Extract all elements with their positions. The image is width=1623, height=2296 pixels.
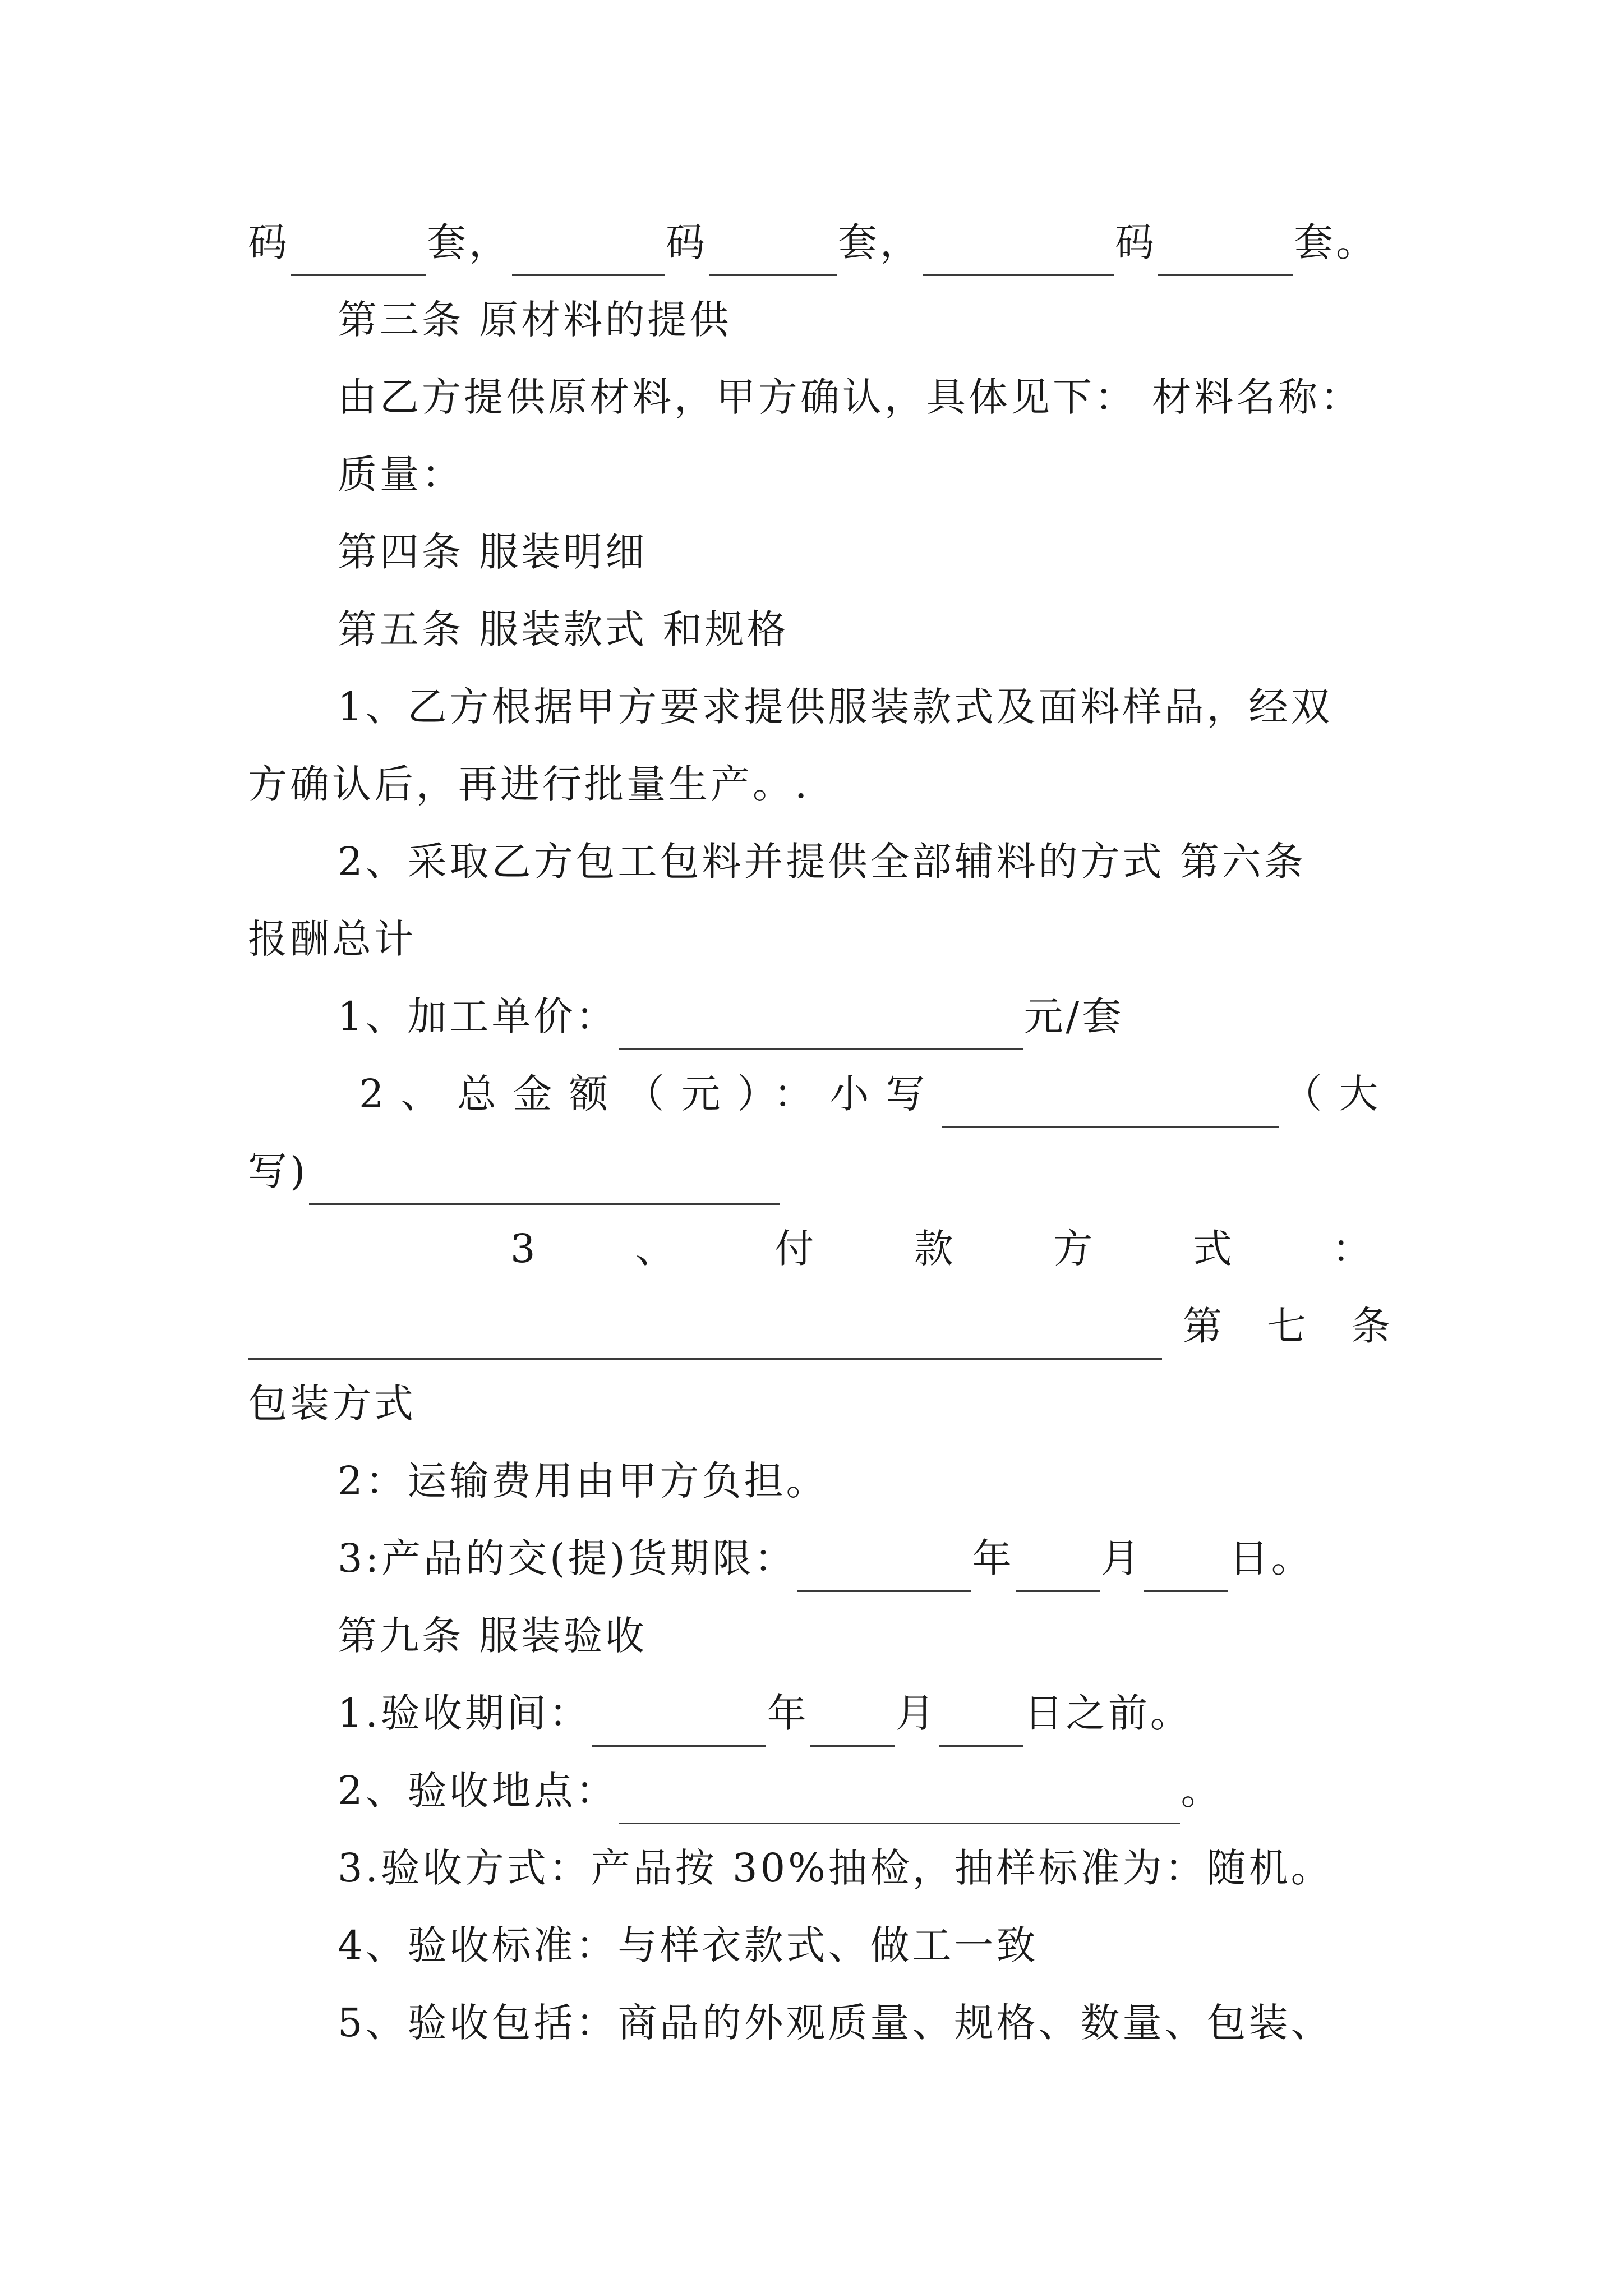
payment-method-blank-line	[248, 1292, 1392, 1360]
blank-field[interactable]	[942, 1079, 1279, 1128]
text: 套，	[838, 219, 922, 265]
text: 2、验收地点：	[338, 1768, 618, 1814]
section-7-heading	[1163, 1292, 1393, 1360]
section-heading: 第四条 服装明细	[338, 529, 648, 575]
blank-field[interactable]	[797, 1543, 971, 1592]
text: 写)	[248, 1148, 308, 1194]
text: 年	[972, 1535, 1015, 1581]
blank-field[interactable]	[512, 227, 665, 276]
paragraph: 由乙方提供原材料，甲方确认，具体见下： 材料名称：	[338, 374, 1363, 420]
delivery-period-line	[338, 1525, 1392, 1592]
size-quantity-line	[248, 209, 1392, 276]
paragraph: 1、乙方根据甲方要求提供服装款式及面料样品，经双	[338, 684, 1333, 730]
blank-field[interactable]	[709, 227, 837, 276]
text: 月	[895, 1690, 938, 1736]
section-heading: 包装方式	[248, 1381, 416, 1427]
text: 条	[1351, 1303, 1393, 1349]
text: 3	[510, 1226, 538, 1272]
text: （大	[1283, 1071, 1395, 1117]
blank-field[interactable]	[923, 227, 1114, 276]
unit-price-line	[338, 983, 1392, 1050]
text: 元/套	[1023, 993, 1124, 1039]
paragraph: 3.验收方式：产品按 30%抽检，抽样标准为：随机。	[338, 1845, 1333, 1891]
text: 3:产品的交(提)货期限：	[338, 1535, 796, 1581]
text: 1.验收期间：	[338, 1690, 591, 1736]
text: 付	[774, 1226, 817, 1272]
blank-field[interactable]	[1016, 1543, 1100, 1592]
section-heading: 第九条 服装验收	[338, 1613, 648, 1659]
text: 日之前。	[1023, 1690, 1192, 1736]
paragraph: 质量：	[338, 452, 464, 498]
paragraph: 2：运输费用由甲方负担。	[338, 1458, 828, 1504]
total-amount-line	[359, 1060, 1395, 1128]
blank-field[interactable]	[291, 227, 426, 276]
text: 。	[1181, 1768, 1223, 1814]
text: 套，	[427, 219, 511, 265]
payment-method-line	[510, 1215, 1374, 1282]
text: ：	[1331, 1226, 1374, 1272]
text: 七	[1267, 1303, 1309, 1349]
blank-field[interactable]	[1158, 227, 1293, 276]
blank-field[interactable]	[248, 1311, 1162, 1360]
paragraph: 5、验收包括：商品的外观质量、规格、数量、包装、	[338, 2000, 1333, 2046]
inspection-period-line	[338, 1680, 1392, 1747]
total-amount-line-cont	[248, 1138, 1392, 1205]
blank-field[interactable]	[619, 1775, 1180, 1824]
blank-field[interactable]	[619, 1001, 1023, 1050]
blank-field[interactable]	[810, 1698, 895, 1747]
text: 月	[1100, 1535, 1143, 1581]
section-heading: 第五条 服装款式 和规格	[338, 606, 789, 652]
blank-field[interactable]	[1144, 1543, 1228, 1592]
text: 日。	[1229, 1535, 1313, 1581]
text: 、	[635, 1226, 677, 1272]
text: 第	[1183, 1303, 1225, 1349]
blank-field[interactable]	[309, 1156, 780, 1205]
paragraph: 2、采取乙方包工包料并提供全部辅料的方式 第六条	[338, 839, 1306, 885]
section-heading: 第三条 原材料的提供	[338, 297, 732, 343]
text: 2、总金额（元）：小写	[359, 1071, 942, 1117]
text: 套。	[1294, 219, 1378, 265]
text: 1、加工单价：	[338, 993, 618, 1039]
text: 年	[767, 1690, 809, 1736]
text: 款	[914, 1226, 956, 1272]
inspection-place-line	[338, 1757, 1392, 1824]
blank-field[interactable]	[592, 1698, 766, 1747]
text: 式	[1192, 1226, 1235, 1272]
text: 码	[248, 219, 290, 265]
text: 方	[1053, 1226, 1096, 1272]
text: 码	[1115, 219, 1157, 265]
section-heading: 报酬总计	[248, 916, 416, 962]
paragraph: 方确认后，再进行批量生产。.	[248, 761, 810, 807]
text: 码	[666, 219, 708, 265]
paragraph: 4、验收标准：与样衣款式、做工一致	[338, 1922, 1039, 1968]
blank-field[interactable]	[939, 1698, 1023, 1747]
